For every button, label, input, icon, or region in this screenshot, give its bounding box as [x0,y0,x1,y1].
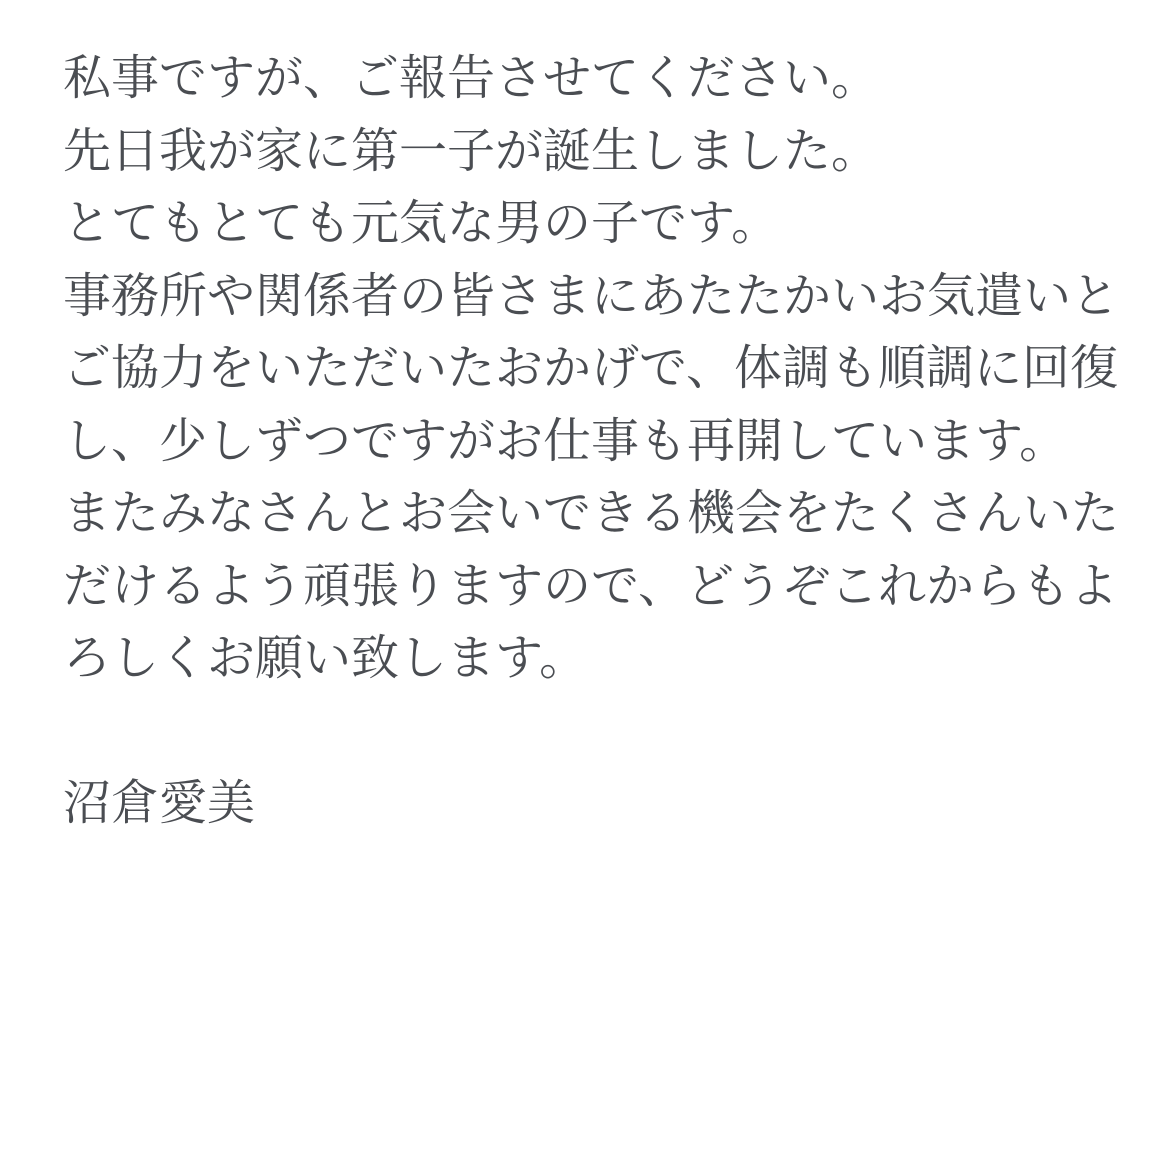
text-line: 私事ですが、ご報告させてください。 [63,52,880,105]
text-line: 事務所や関係者の皆さまにあたたかいお気遣いと [63,269,1120,323]
text-line: ご協力をいただいたおかげで、体調も順調に回復 [63,342,1119,395]
blank-line [63,696,1115,769]
text-line: とてもとても元気な男の子です。 [63,197,780,250]
text-line: またみなさんとお会いできる機会をたくさんいた [63,487,1120,540]
text-line: ろしくお願い致します。 [63,632,588,685]
announcement-text [63,43,1120,841]
text-line: 先日我が家に第一子が誕生しました。 [63,124,880,178]
text-line: し、少しずつですがお仕事も再開しています。 [63,414,1068,468]
signature: 沼倉愛美 [63,777,256,830]
text-line: だけるよう頑張りますので、どうぞこれからもよ [63,559,1119,613]
